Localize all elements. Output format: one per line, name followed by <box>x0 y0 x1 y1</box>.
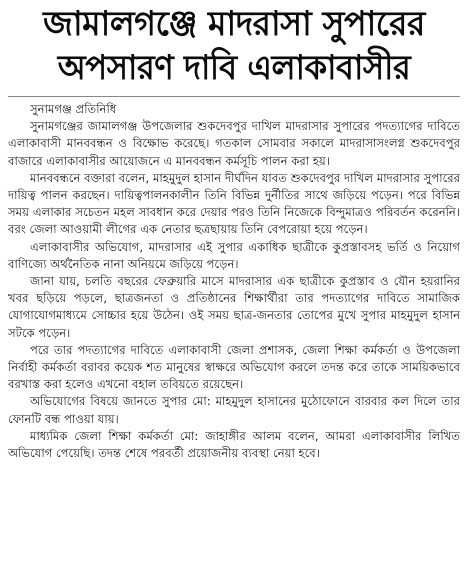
paragraph-2-text: মানববন্ধনে বক্তারা বলেন, মাহমুদুল হাসান দীর্ঘদিন যাবত শুকদেবপুর দাখিল মাদরাসার সুপারের দায়িত্ব পালন করছেন। দায়িত্বপালনকালীন তিনি বিভিন্ন দুর্নীতির সাথে জড়িয়ে পড়েন। পরে বিভিন্ন সময় এলাকার সচেতন মহল সাবধান করে দেয়ার পরও তিনি নিজেকে বিন্দুমাত্রও পরিবর্তন করেননি। বরং জেলা আওয়ামী লীগের এক নেতার ছত্রছায়ায় তিনি বেপরোয়া হয়ে পড়েন। <box>8 170 460 237</box>
paragraph-7 <box>8 428 460 462</box>
paragraph-2 <box>8 170 460 239</box>
paragraph-5-text: পরে তার পদত্যাগের দাবিতে এলাকাবাসী জেলা প্রশাসক, জেলা শিক্ষা কর্মকর্তা ও উপজেলা নির্বাহী কর্মকর্তা বরাবর কয়েক শত মানুষের স্বাক্ষরে অভিযোগ করলে তদন্ত করে তাকে সাময়িকভাবে বরখাস্ত করা হলেও এখনো বহাল তবিয়তে রয়েছেন। <box>8 342 460 392</box>
paragraph-6 <box>8 393 460 427</box>
paragraph-3-text: এলাকাবাসীর অভিযোগ, মাদরাসার এই সুপার একাধিক ছাত্রীকে কুপ্রস্তাবসহ ভর্তি ও নিয়োগ বাণিজ্যে অর্থনৈতিক নানা অনিয়মে জড়িয়ে পড়েন। <box>8 239 460 271</box>
paragraph-6-text: অভিযোগের বিষয়ে জানতে সুপার মো: মাহমুদুল হাসানের মুঠোফোনে বারবার কল দিলে তার ফোনটি বন্ধ পাওয়া যায়। <box>8 394 460 426</box>
headline <box>8 2 460 90</box>
headline-divider <box>8 96 460 97</box>
byline: সুনামগঞ্জ প্রতিনিধি <box>30 102 117 116</box>
article-body <box>8 101 460 462</box>
paragraph-1-text: সুনামগঞ্জের জামালগঞ্জ উপজেলার শুকদেবপুর দাখিল মাদরাসার সুপারের পদত্যাগের দাবিতে এলাকাবাসী মানববন্ধন ও বিক্ষোভ করেছে। গতকাল সোমবার সকালে মাদরাসাসংলগ্ন শুকদেবপুর বাজারে এলাকাবাসীর আয়োজনে এ মানববন্ধন কর্মসূচি পালন করা হয়। <box>8 119 460 168</box>
paragraph-3 <box>8 239 460 273</box>
headline-line-2: অপসারণ দাবি এলাকাবাসীর <box>57 48 411 88</box>
paragraph-4-text: জানা যায়, চলতি বছরের ফেব্রুয়ারি মাসে মাদরাসার এক ছাত্রীকে কুপ্রস্তাব ও যৌন হয়রানির খবর ছড়িয়ে পড়লে, ছাত্রজনতা ও প্রতিষ্ঠানের শিক্ষার্থীরা তার পদত্যাগের দাবিতে সামাজিক যোগাযোগমাধ্যমে সোচ্চার হয়ে উঠেন। ওই সময় ছাত্র-জনতার তোপের মুখে সুপার মাহমুদুল হাসান সটকে পড়েন। <box>8 274 460 340</box>
paragraph-4 <box>8 273 460 342</box>
paragraph-5 <box>8 342 460 394</box>
headline-line-1: জামালগঞ্জে মাদরাসা সুপারের <box>43 4 425 44</box>
paragraph-7-text: মাধ্যমিক জেলা শিক্ষা কর্মকর্তা মো: জাহাঙ্গীর আলম বলেন, আমরা এলাকাবাসীর লিখিত অভিযোগ পেয়েছি। তদন্ত শেষে পরবর্তী প্রয়োজনীয় ব্যবস্থা নেয়া হবে। <box>8 428 460 461</box>
paragraph-1 <box>8 118 460 170</box>
